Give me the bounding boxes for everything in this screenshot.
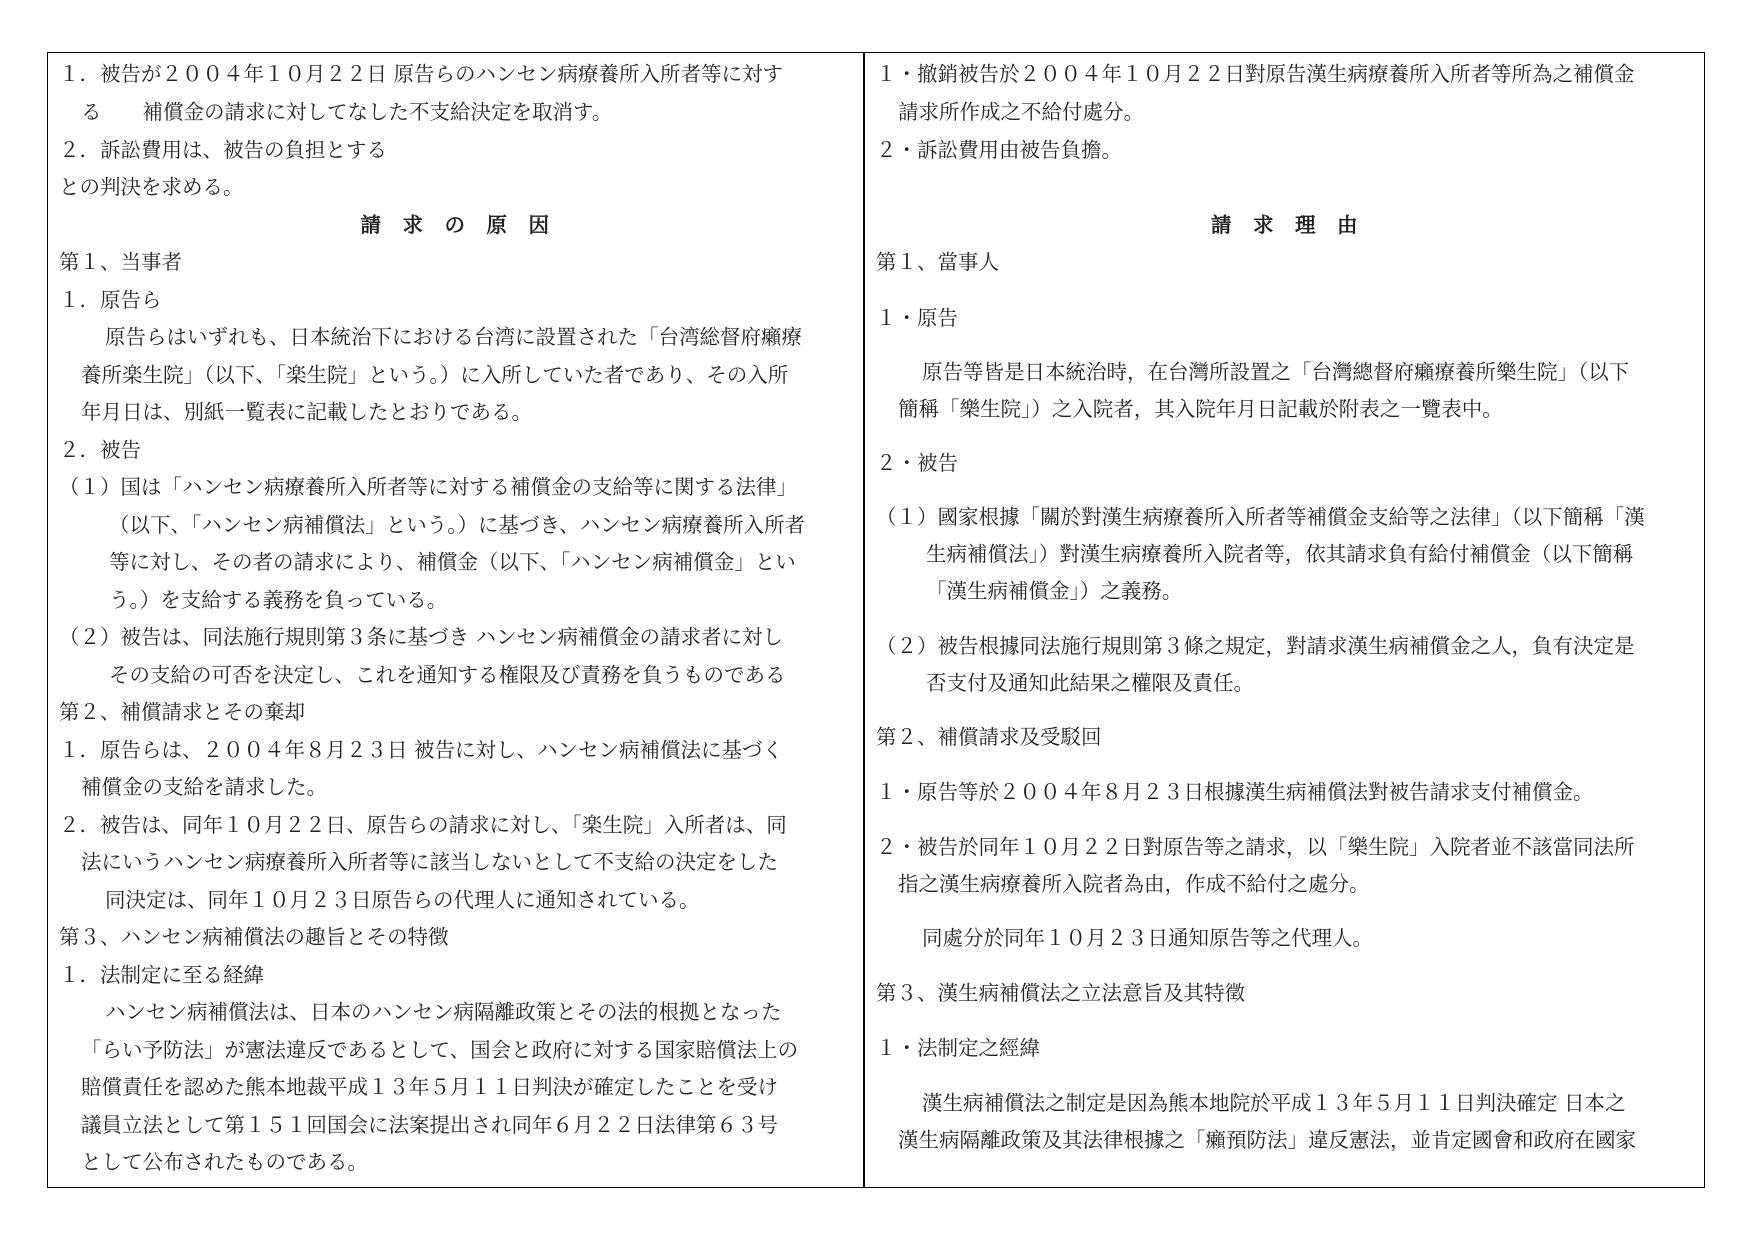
text-line: ハンセン病補償法は、日本のハンセン病隔離政策とその法的根拠となった — [105, 1000, 782, 1024]
text-line: （２）被告は、同法施行規則第３条に基づき ハンセン病補償金の請求者に対し — [59, 625, 784, 649]
text-line: （２）被告根據同法施行規則第３條之規定，對請求漢生病補償金之人，負有決定是 — [876, 634, 1635, 658]
text-line: １．原告らは、２００４年８月２３日 被告に対し、ハンセン病補償法に基づく — [59, 738, 784, 762]
text-line: 原告らはいずれも、日本統治下における台湾に設置された「台湾総督府癩療 — [105, 325, 802, 349]
text-line: ２・被告於同年１０月２２日對原告等之請求，以「樂生院」入院者並不該當同法所 — [876, 835, 1635, 859]
text-line: 漢生病隔離政策及其法律根據之「癩預防法」違反憲法，並肯定國會和政府在國家 — [898, 1128, 1636, 1152]
text-line: 「らい予防法」が憲法違反であるとして、国会と政府に対する国家賠償法上の — [81, 1038, 799, 1062]
text-line: 法にいうハンセン病療養所入所者等に該当しないとして不支給の決定をした — [81, 850, 778, 874]
text-line: ２・被告 — [876, 451, 958, 475]
text-line: （１）國家根據「關於對漢生病療養所入所者等補償金支給等之法律」（以下簡稱「漢 — [876, 505, 1645, 529]
text-line: １．法制定に至る経緯 — [59, 963, 264, 987]
text-line: １・原告 — [876, 306, 958, 330]
text-line: その支給の可否を決定し、これを通知する権限及び責務を負うものである — [109, 663, 786, 687]
text-line: 第２、補償請求とその棄却 — [59, 700, 305, 724]
text-line: １・撤銷被告於２００４年１０月２２日對原告漢生病療養所入所者等所為之補償金 — [876, 62, 1635, 86]
section-heading: 請 求 理 由 — [1211, 213, 1358, 237]
text-line: 養所楽生院」（以下、「楽生院」という。）に入所していた者であり、その入所 — [81, 363, 789, 387]
text-line: 賠償責任を認めた熊本地裁平成１３年５月１１日判決が確定したことを受け — [81, 1075, 778, 1099]
text-line: 第３、漢生病補償法之立法意旨及其特徵 — [876, 981, 1245, 1005]
text-line: 第２、補償請求及受駁回 — [876, 725, 1102, 749]
text-line: 議員立法として第１５１回国会に法案提出され同年６月２２日法律第６３号 — [81, 1113, 778, 1137]
text-line: として公布されたものである。 — [81, 1150, 368, 1174]
text-line: 第１、當事人 — [876, 250, 999, 274]
text-line: （以下、「ハンセン病補償法」という。）に基づき、ハンセン病療養所入所者 — [109, 513, 806, 537]
text-line: １・法制定之經緯 — [876, 1036, 1040, 1060]
text-line: １・原告等於２００４年８月２３日根據漢生病補償法對被告請求支付補償金。 — [876, 780, 1594, 804]
text-line: １．被告が２００４年１０月２２日 原告らのハンセン病療養所入所者等に対す — [59, 62, 784, 86]
chinese-column — [866, 52, 1703, 1188]
text-line: 年月日は、別紙一覧表に記載したとおりである。 — [81, 400, 532, 424]
text-line: 同處分於同年１０月２３日通知原告等之代理人。 — [922, 926, 1373, 950]
text-line: 第３、ハンセン病補償法の趣旨とその特徴 — [59, 925, 449, 949]
text-line: １．原告ら — [59, 288, 162, 312]
text-line: 請求所作成之不給付處分。 — [898, 100, 1144, 124]
text-line: 生病補償法」）對漢生病療養所入院者等，依其請求負有給付補償金（以下簡稱 — [926, 542, 1634, 566]
text-line: との判決を求める。 — [59, 175, 244, 199]
text-line: 第１、当事者 — [59, 250, 182, 274]
japanese-column — [49, 52, 861, 1188]
text-line: ２．被告は、同年１０月２２日、原告らの請求に対し、「楽生院」入所者は、同 — [59, 813, 787, 837]
text-line: る 補償金の請求に対してなした不支給決定を取消す。 — [81, 100, 613, 124]
text-line: 漢生病補償法之制定是因為熊本地院於平成１３年５月１１日判決確定 日本之 — [922, 1091, 1626, 1115]
text-line: ２．被告 — [59, 438, 141, 462]
text-line: 原告等皆是日本統治時，在台灣所設置之「台灣總督府癩療養所樂生院」（以下 — [922, 360, 1630, 384]
text-line: （１）国は「ハンセン病療養所入所者等に対する補償金の支給等に関する法律」 — [59, 475, 797, 499]
text-line: 等に対し、その者の請求により、補償金（以下、「ハンセン病補償金」とい — [109, 550, 796, 574]
text-line: 補償金の支給を請求した。 — [81, 775, 327, 799]
text-line: ２・訴訟費用由被告負擔。 — [876, 138, 1122, 162]
text-line: 「漢生病補償金」）之義務。 — [926, 579, 1183, 603]
text-line: 否支付及通知此結果之權限及責任。 — [926, 671, 1254, 695]
text-line: 同決定は、同年１０月２３日原告らの代理人に通知されている。 — [105, 888, 700, 912]
text-line: ２．訴訟費用は、被告の負担とする — [59, 138, 387, 162]
column-divider — [863, 52, 865, 1188]
text-line: 簡稱「樂生院」）之入院者，其入院年月日記載於附表之一覽表中。 — [898, 397, 1503, 421]
text-line: う。）を支給する義務を負っている。 — [109, 588, 448, 612]
section-heading: 請 求 の 原 因 — [360, 213, 550, 237]
text-line: 指之漢生病療養所入院者為由，作成不給付之處分。 — [898, 872, 1370, 896]
